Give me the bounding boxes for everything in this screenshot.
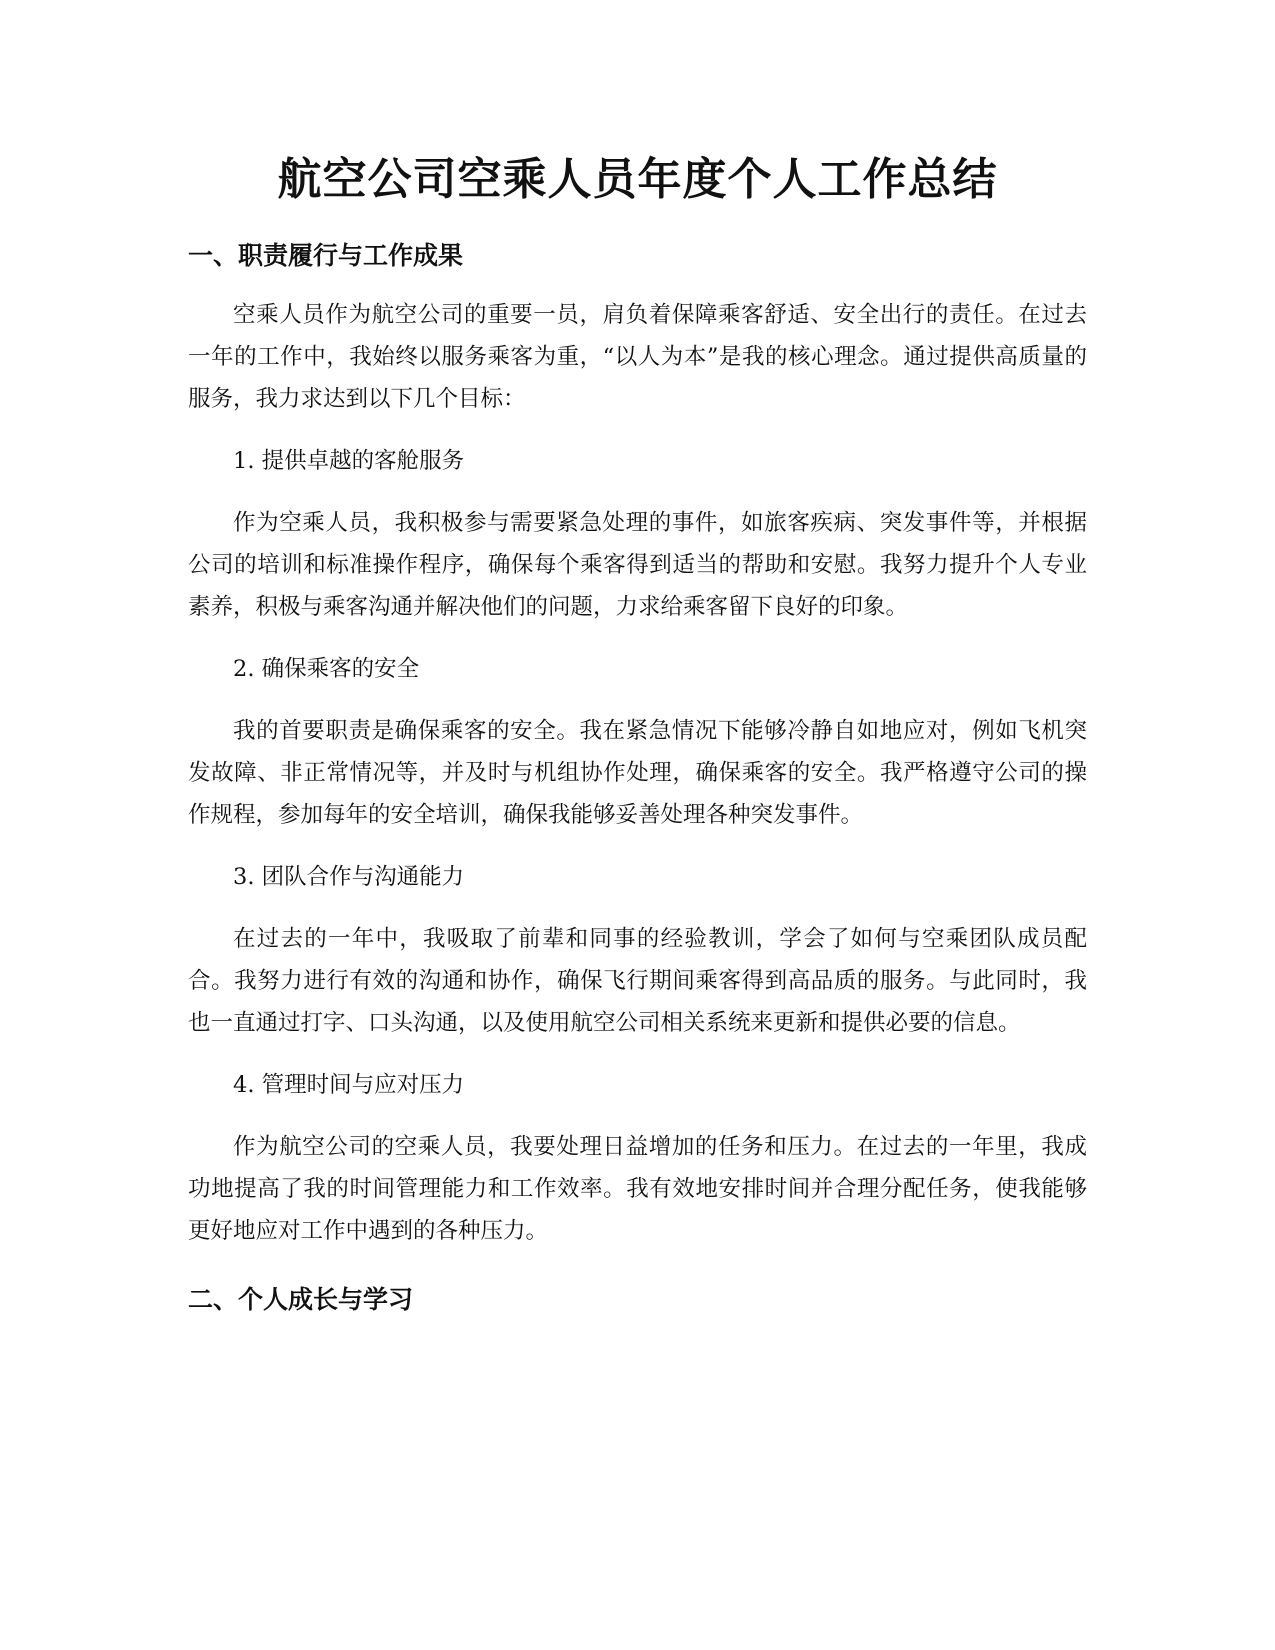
document-title: 航空公司空乘人员年度个人工作总结	[277, 154, 998, 205]
paragraph-cabin-service: 作为空乘人员，我积极参与需要紧急处理的事件，如旅客疾病、突发事件等，并根据公司的培训和标准操作程序，确保每个乘客得到适当的帮助和安慰。我努力提升个人专业素养，积极与乘客沟通并解决他们的问题，力求给乘客留下良好的印象。	[188, 510, 1087, 620]
section-heading-duties: 一、职责履行与工作成果	[188, 241, 464, 270]
paragraph-teamwork: 在过去的一年中，我吸取了前辈和同事的经验教训，学会了如何与空乘团队成员配合。我努力进行有效的沟通和协作，确保飞行期间乘客得到高品质的服务。与此同时，我也一直通过打字、口头沟通，以及使用航空公司相关系统来更新和提供必要的信息。	[188, 926, 1087, 1036]
paragraph-time-management: 作为航空公司的空乘人员，我要处理日益增加的任务和压力。在过去的一年里，我成功地提高了我的时间管理能力和工作效率。我有效地安排时间并合理分配任务，使我能够更好地应对工作中遇到的各种压力。	[188, 1134, 1087, 1244]
subheading-passenger-safety: 2. 确保乘客的安全	[233, 656, 420, 682]
section-intro-paragraph: 空乘人员作为航空公司的重要一员，肩负着保障乘客舒适、安全出行的责任。在过去一年的工作中，我始终以服务乘客为重，“以人为本”是我的核心理念。通过提供高质量的服务，我力求达到以下几个目标：	[188, 302, 1087, 412]
section-heading-growth: 二、个人成长与学习	[188, 1285, 414, 1314]
subheading-cabin-service: 1. 提供卓越的客舱服务	[233, 448, 465, 474]
subheading-time-management: 4. 管理时间与应对压力	[233, 1072, 465, 1098]
paragraph-passenger-safety: 我的首要职责是确保乘客的安全。我在紧急情况下能够冷静自如地应对，例如飞机突发故障、非正常情况等，并及时与机组协作处理，确保乘客的安全。我严格遵守公司的操作规程，参加每年的安全培训，确保我能够妥善处理各种突发事件。	[188, 718, 1087, 828]
subheading-teamwork: 3. 团队合作与沟通能力	[233, 864, 465, 890]
